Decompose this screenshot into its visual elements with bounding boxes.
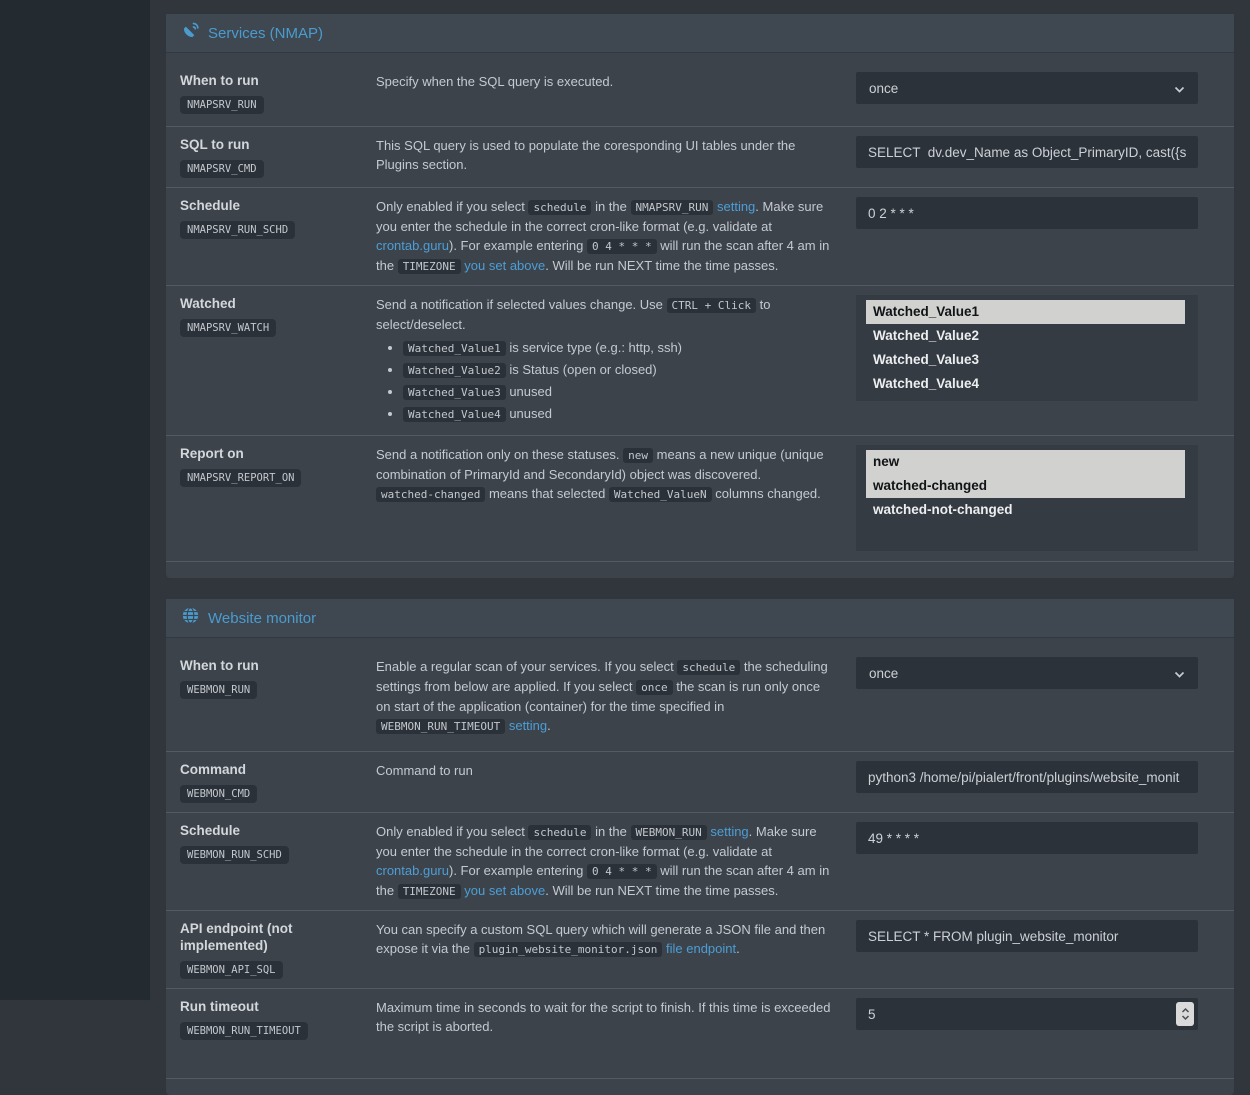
sidebar (0, 0, 150, 1000)
setting-row-nmapsrv-cmd (166, 127, 1234, 188)
setting-row-nmapsrv-watch (166, 286, 1234, 436)
inline-link[interactable]: you set above (464, 883, 546, 898)
inline-code: new (623, 448, 653, 463)
panel-title: Website monitor (208, 609, 317, 627)
desc-text: in the (591, 824, 631, 839)
inline-link[interactable]: file endpoint (666, 941, 737, 956)
list-item (403, 360, 836, 380)
setting-control (856, 445, 1198, 551)
inline-code: TIMEZONE (398, 884, 461, 899)
desc-text: Enable a regular scan of your services. If you select (376, 659, 678, 674)
setting-description (376, 197, 856, 276)
inline-code: once (636, 680, 673, 695)
inline-code: Watched_Value3 (403, 385, 506, 400)
setting-control (856, 72, 1198, 104)
setting-control (856, 136, 1198, 168)
setting-name-column (180, 136, 376, 178)
setting-control (856, 761, 1198, 793)
option-watched-value1[interactable]: Watched_Value1 (866, 300, 1185, 324)
nmapsrv-cmd-input[interactable] (856, 136, 1198, 168)
setting-description (376, 295, 856, 426)
desc-text: Send a notification only on these statuses. (376, 447, 624, 462)
inline-code: TIMEZONE (398, 259, 461, 274)
setting-row-nmapsrv-run-schd (166, 188, 1234, 286)
desc-text: . (736, 941, 740, 956)
desc-text: to select/deselect. (376, 297, 771, 332)
setting-code-badge: WEBMON_RUN_SCHD (180, 846, 289, 864)
desc-text: ). For example entering (449, 238, 588, 253)
setting-name-column (180, 657, 376, 699)
setting-control (856, 295, 1198, 401)
setting-name-column (180, 445, 376, 487)
webmon-api-sql-input[interactable] (856, 920, 1198, 952)
desc-text: is Status (open or closed) (505, 362, 657, 377)
desc-text: unused (505, 406, 552, 421)
panel-header (166, 599, 1234, 638)
inline-link[interactable]: setting (710, 824, 749, 839)
desc-text: . Make sure you enter the schedule in the correct cron-like format (e.g. validate at (376, 824, 817, 859)
setting-label: API endpoint (not implemented) (180, 921, 293, 953)
setting-name-column (180, 920, 376, 979)
inline-code: CTRL + Click (667, 298, 756, 313)
setting-label: SQL to run (180, 137, 250, 152)
inline-code: Watched_Value2 (403, 363, 506, 378)
setting-code-badge: WEBMON_RUN (180, 681, 257, 699)
desc-text: . Will be run NEXT time the time passes. (545, 258, 779, 273)
settings-content (150, 0, 1250, 1095)
desc-text: ). For example entering (449, 863, 588, 878)
desc-text: Only enabled if you select (376, 824, 529, 839)
setting-name-column (180, 295, 376, 337)
inline-link[interactable]: crontab.guru (376, 238, 449, 253)
list-item (403, 404, 836, 424)
setting-code-badge: NMAPSRV_CMD (180, 160, 264, 178)
desc-text: . Will be run NEXT time the time passes. (545, 883, 779, 898)
desc-text: Maximum time in seconds to wait for the script to finish. If this time is exceeded the script is aborted. (376, 1000, 831, 1034)
panel-title: Services (NMAP) (208, 24, 324, 42)
setting-row-webmon-api-sql (166, 911, 1234, 989)
setting-label: Schedule (180, 823, 241, 838)
setting-code-badge: WEBMON_API_SQL (180, 961, 283, 979)
setting-name-column (180, 822, 376, 864)
setting-description (376, 822, 856, 901)
setting-label: Report on (180, 446, 244, 461)
setting-label: When to run (180, 73, 259, 88)
setting-row-nmapsrv-report-on (166, 436, 1234, 562)
setting-row-webmon-run (166, 648, 1234, 752)
setting-control (856, 998, 1198, 1030)
desc-text: in the (591, 199, 631, 214)
setting-name-column (180, 72, 376, 114)
setting-description (376, 657, 856, 736)
setting-code-badge: WEBMON_CMD (180, 785, 257, 803)
option-watched-not-changed[interactable]: watched-not-changed (873, 502, 1013, 517)
desc-text: Only enabled if you select (376, 199, 529, 214)
setting-description (376, 761, 856, 780)
inline-code: Watched_ValueN (609, 487, 712, 502)
setting-description (376, 920, 856, 959)
desc-text: the scheduling settings from below are applied. If you select (376, 659, 828, 694)
webmon-run-timeout-number-input[interactable] (856, 998, 1198, 1030)
setting-label: When to run (180, 658, 259, 673)
inline-code: WEBMON_RUN_TIMEOUT (376, 719, 505, 734)
inline-link[interactable]: setting (716, 199, 756, 214)
desc-text: the scan is run only once on start of the application (container) for the time specified in (376, 679, 821, 714)
option-watched-value3[interactable]: Watched_Value3 (873, 352, 980, 367)
select-value: once (869, 665, 899, 681)
settings-panel-services-nmap (166, 14, 1234, 578)
setting-row-nmapsrv-run (166, 63, 1234, 127)
desc-text: Specify when the SQL query is executed. (376, 74, 614, 89)
desc-text: Send a notification if selected values change. Use (376, 297, 667, 312)
option-new[interactable]: new (866, 450, 1185, 474)
setting-label: Command (180, 762, 247, 777)
inline-code: Watched_Value4 (403, 407, 506, 422)
setting-control (856, 920, 1198, 952)
setting-control (856, 822, 1198, 854)
inline-code: 0 4 * * * (587, 239, 657, 254)
option-watched-value4[interactable]: Watched_Value4 (873, 376, 980, 391)
inline-link[interactable]: you set above (464, 258, 546, 273)
setting-row-webmon-run-timeout (166, 989, 1234, 1079)
inline-code: 0 4 * * * (587, 864, 657, 879)
desc-text: will run the scan after 4 am in the (376, 238, 830, 273)
inline-code: WEBMON_RUN (631, 825, 707, 840)
inline-code: schedule (677, 660, 740, 675)
inline-code: schedule (528, 825, 591, 840)
setting-code-badge: NMAPSRV_RUN_SCHD (180, 221, 295, 239)
setting-code-badge: NMAPSRV_RUN (180, 96, 264, 114)
panel-header (166, 14, 1234, 53)
nmapsrv-report-on-listbox[interactable] (856, 445, 1198, 551)
setting-name-column (180, 998, 376, 1040)
setting-code-badge: NMAPSRV_WATCH (180, 319, 276, 337)
setting-row-webmon-run-schd (166, 813, 1234, 911)
desc-text: This SQL query is used to populate the coresponding UI tables under the Plugins section. (376, 138, 796, 172)
nmapsrv-watch-listbox[interactable] (856, 295, 1198, 401)
setting-description (376, 136, 856, 174)
desc-text: means a new unique (unique combination of PrimaryId and SecondaryId) object was discovered. (376, 447, 824, 482)
desc-text: . Make sure you enter the schedule in the correct cron-like format (e.g. validate at (376, 199, 824, 234)
watched-values-list (376, 338, 836, 424)
inline-link[interactable]: crontab.guru (376, 863, 449, 878)
inline-code: Watched_Value1 (403, 341, 506, 356)
chevron-down-icon (1174, 666, 1185, 681)
select-value: once (869, 80, 899, 96)
webmon-run-schd-input[interactable] (856, 822, 1198, 854)
inline-code: schedule (528, 200, 591, 215)
setting-code-badge: NMAPSRV_REPORT_ON (180, 469, 301, 487)
desc-text: You can specify a custom SQL query which will generate a JSON file and then expose it via the (376, 922, 826, 956)
setting-label: Watched (180, 296, 236, 311)
chevron-down-icon (1174, 81, 1185, 96)
desc-text: Command to run (376, 763, 473, 778)
inline-code: plugin_website_monitor.json (474, 942, 663, 957)
desc-text: is service type (e.g.: http, ssh) (505, 340, 683, 355)
inline-link[interactable]: setting (508, 718, 548, 733)
setting-control (856, 657, 1198, 689)
panel-body (166, 638, 1234, 1095)
webmon-cmd-input[interactable] (856, 761, 1198, 793)
inline-code: NMAPSRV_RUN (631, 200, 714, 215)
setting-name-column (180, 761, 376, 803)
setting-code-badge: WEBMON_RUN_TIMEOUT (180, 1022, 308, 1040)
webmon-run-select[interactable] (856, 657, 1198, 689)
setting-description (376, 72, 856, 91)
desc-text: means that selected (485, 486, 609, 501)
setting-label: Run timeout (180, 999, 259, 1014)
setting-row-webmon-cmd (166, 752, 1234, 813)
list-item (403, 382, 836, 402)
panel-body (166, 53, 1234, 578)
setting-label: Schedule (180, 198, 241, 213)
desc-text: columns changed. (711, 486, 821, 501)
desc-text: . (547, 718, 551, 733)
setting-description (376, 445, 856, 504)
nmapsrv-run-select[interactable] (856, 72, 1198, 104)
number-spinner[interactable] (1176, 1002, 1194, 1026)
satellite-dish-icon (182, 22, 199, 44)
setting-control (856, 197, 1198, 229)
nmapsrv-run-schd-input[interactable] (856, 197, 1198, 229)
desc-text: will run the scan after 4 am in the (376, 863, 830, 898)
inline-code: watched-changed (376, 487, 485, 502)
globe-icon (182, 607, 199, 629)
desc-text: unused (505, 384, 552, 399)
option-watched-value2[interactable]: Watched_Value2 (873, 328, 980, 343)
webmon-run-timeout-number-field (856, 998, 1198, 1030)
option-watched-changed[interactable]: watched-changed (866, 474, 1185, 498)
setting-name-column (180, 197, 376, 239)
list-item (403, 338, 836, 358)
setting-description (376, 998, 856, 1036)
settings-panel-website-monitor (166, 599, 1234, 1095)
